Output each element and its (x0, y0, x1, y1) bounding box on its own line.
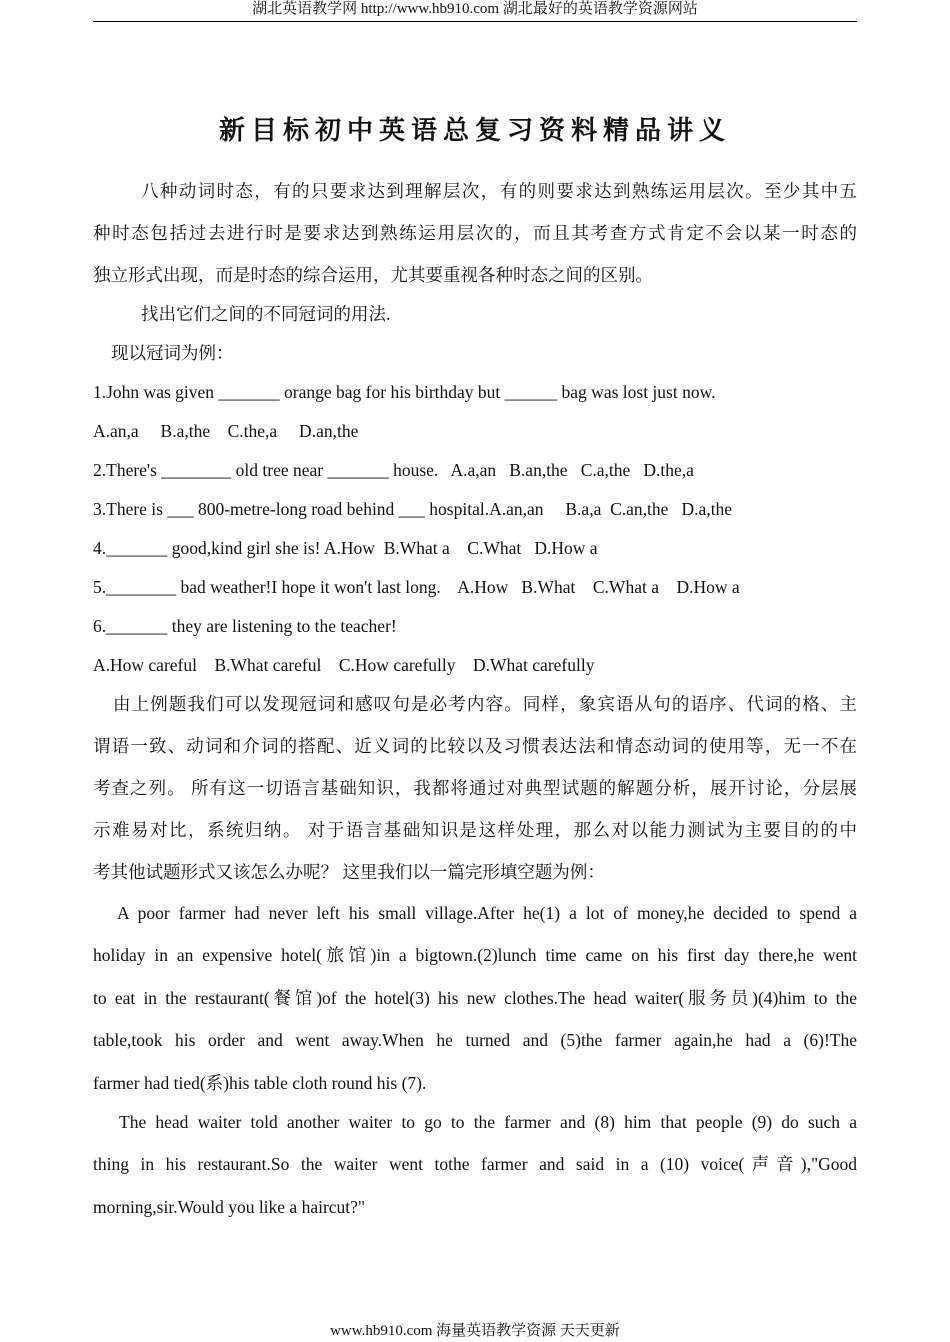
passage2-line-3: morning,sir.Would you like a haircut?" (93, 1197, 366, 1217)
passage1-line-4: table,took his order and went away.When he turned and (5)the farmer again,he had a (6)!The (93, 1030, 857, 1050)
question-2: 2.There's ________ old tree near _______ house. A.a,an B.an,the C.a,the D.the,a (93, 460, 694, 480)
question-1: 1.John was given _______ orange bag for his birthday but ______ bag was lost just now. (93, 382, 716, 402)
find-line: 找出它们之间的不同冠词的用法. (141, 304, 391, 324)
analysis-line-1: 由上例题我们可以发现冠词和感叹句是必考内容。同样，象宾语从句的语序、代词的格、主 (113, 694, 857, 714)
passage2-line-2: thing in his restaurant.So the waiter went tothe farmer and said in a (10) voice(声音),"Good (93, 1154, 857, 1174)
analysis-line-2: 谓语一致、动词和介词的搭配、近义词的比较以及习惯表达法和情态动词的使用等，无一不在 (93, 736, 857, 756)
passage1-line-3: to eat in the restaurant(餐馆)of the hotel(3) his new clothes.The head waiter(服务员)(4)him to the (93, 988, 857, 1008)
question-4: 4._______ good,kind girl she is! A.How B.What a C.What D.How a (93, 538, 598, 558)
intro-line-2: 种时态包括过去进行时是要求达到熟练运用层次的，而且其考查方式肯定不会以某一时态的 (93, 223, 857, 243)
question-5: 5.________ bad weather!I hope it won't last long. A.How B.What C.What a D.How a (93, 577, 740, 597)
document-title: 新目标初中英语总复习资料精品讲义 (218, 116, 731, 146)
analysis-line-4: 示难易对比，系统归纳。 对于语言基础知识是这样处理，那么对以能力测试为主要目的的中 (93, 820, 857, 840)
intro-line-1: 八种动词时态，有的只要求达到理解层次，有的则要求达到熟练运用层次。至少其中五 (141, 181, 857, 201)
analysis-line-5: 考其他试题形式又该怎么办呢？ 这里我们以一篇完形填空题为例： (93, 862, 605, 882)
passage1-line-1: A poor farmer had never left his small village.After he(1) a lot of money,he decided to spend a (117, 903, 857, 923)
analysis-line-3: 考查之列。 所有这一切语言基础知识，我都将通过对典型试题的解题分析，展开讨论，分层展 (93, 778, 857, 798)
question-6-options: A.How careful B.What careful C.How carefully D.What carefully (93, 655, 595, 675)
question-6: 6._______ they are listening to the teacher! (93, 616, 397, 636)
question-1-options: A.an,a B.a,the C.the,a D.an,the (93, 421, 359, 441)
passage1-line-5: farmer had tied(系)his table cloth round his (7). (93, 1073, 427, 1093)
question-3: 3.There is ___ 800-metre-long road behind ___ hospital.A.an,an B.a,a C.an,the D.a,the (93, 499, 733, 519)
example-label: 现以冠词为例： (111, 343, 234, 363)
intro-line-3: 独立形式出现，而是时态的综合运用，尤其要重视各种时态之间的区别。 (93, 265, 653, 285)
page-header: 湖北英语教学网 http://www.hb910.com 湖北最好的英语教学资源网站 (93, 0, 857, 22)
page-footer: www.hb910.com 海量英语教学资源 天天更新 (330, 1323, 620, 1339)
passage2-line-1: The head waiter told another waiter to go to the farmer and (8) him that people (9) do such a (119, 1112, 857, 1132)
passage1-line-2: holiday in an expensive hotel(旅馆)in a bigtown.(2)lunch time came on his first day there,he went (93, 945, 857, 965)
